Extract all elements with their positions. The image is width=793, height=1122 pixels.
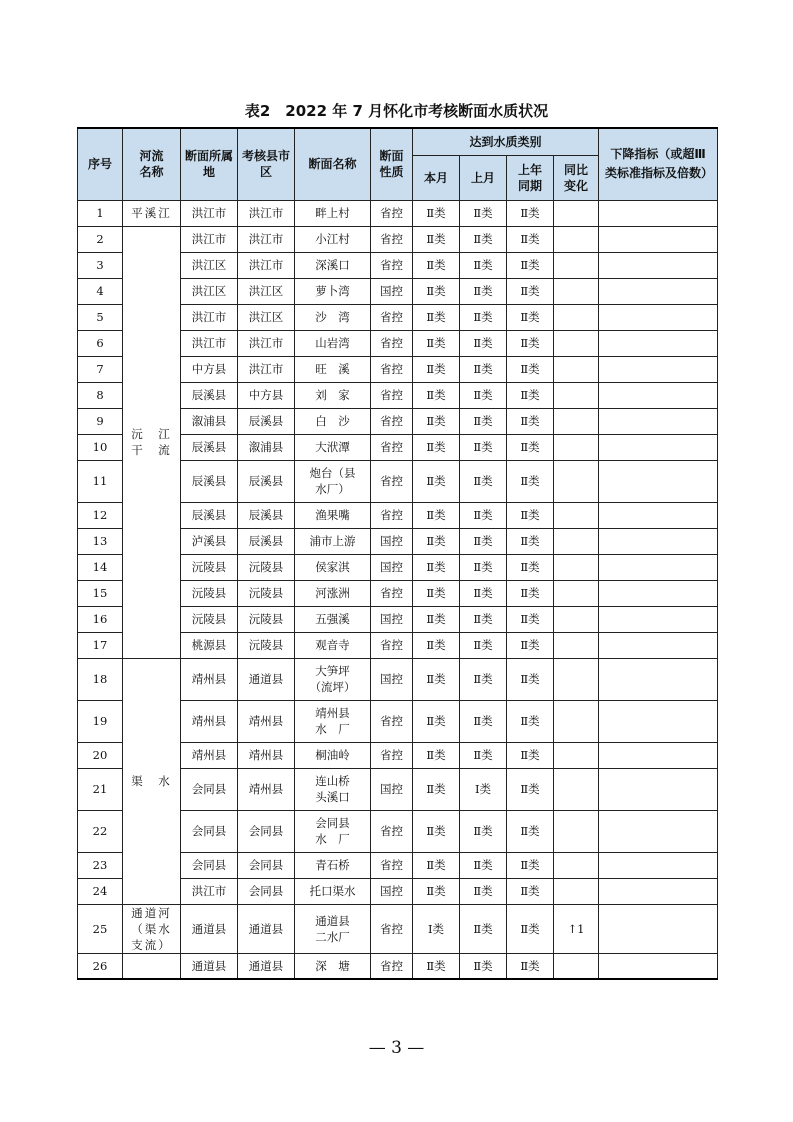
cell-indicators bbox=[599, 434, 718, 460]
cell-section-name: 大洑潭 bbox=[295, 434, 371, 460]
cell-indicators bbox=[599, 200, 718, 226]
cell-yoy bbox=[554, 460, 599, 502]
cell-location: 洪江市 bbox=[181, 226, 238, 252]
cell-last-month: Ⅱ类 bbox=[460, 460, 507, 502]
cell-seq: 25 bbox=[78, 904, 123, 953]
cell-location: 通道县 bbox=[181, 953, 238, 979]
cell-last-year: Ⅱ类 bbox=[507, 700, 554, 742]
cell-section-name: 渔果嘴 bbox=[295, 502, 371, 528]
cell-section-name: 连山桥 头溪口 bbox=[295, 768, 371, 810]
cell-seq: 6 bbox=[78, 330, 123, 356]
cell-section-name: 山岩湾 bbox=[295, 330, 371, 356]
header-river bbox=[123, 128, 181, 200]
cell-assess: 靖州县 bbox=[238, 700, 295, 742]
cell-this-month: Ⅱ类 bbox=[413, 200, 460, 226]
header-yoy bbox=[554, 155, 599, 200]
cell-yoy bbox=[554, 606, 599, 632]
cell-seq: 16 bbox=[78, 606, 123, 632]
cell-nature: 国控 bbox=[371, 554, 413, 580]
cell-section-name: 炮台（县 水厂） bbox=[295, 460, 371, 502]
cell-section-name: 五强溪 bbox=[295, 606, 371, 632]
cell-location: 洪江区 bbox=[181, 278, 238, 304]
cell-seq: 26 bbox=[78, 953, 123, 979]
cell-yoy bbox=[554, 330, 599, 356]
cell-nature: 省控 bbox=[371, 252, 413, 278]
cell-assess: 辰溪县 bbox=[238, 460, 295, 502]
cell-yoy bbox=[554, 382, 599, 408]
cell-location: 辰溪县 bbox=[181, 434, 238, 460]
header-indicators bbox=[599, 128, 718, 200]
cell-last-year: Ⅱ类 bbox=[507, 810, 554, 852]
cell-last-month: Ⅱ类 bbox=[460, 632, 507, 658]
cell-seq: 8 bbox=[78, 382, 123, 408]
cell-assess: 靖州县 bbox=[238, 742, 295, 768]
cell-indicators bbox=[599, 742, 718, 768]
cell-last-month: Ⅱ类 bbox=[460, 953, 507, 979]
table-row bbox=[78, 904, 718, 953]
water-quality-table bbox=[77, 127, 718, 980]
cell-indicators bbox=[599, 878, 718, 904]
cell-section-name: 通道县 二水厂 bbox=[295, 904, 371, 953]
cell-assess: 会同县 bbox=[238, 852, 295, 878]
cell-nature: 省控 bbox=[371, 434, 413, 460]
cell-nature: 省控 bbox=[371, 632, 413, 658]
cell-nature: 省控 bbox=[371, 742, 413, 768]
cell-this-month: Ⅱ类 bbox=[413, 632, 460, 658]
cell-this-month: Ⅱ类 bbox=[413, 700, 460, 742]
cell-nature: 省控 bbox=[371, 330, 413, 356]
cell-last-month: Ⅱ类 bbox=[460, 330, 507, 356]
table-row bbox=[78, 226, 718, 252]
cell-nature: 省控 bbox=[371, 226, 413, 252]
cell-seq: 12 bbox=[78, 502, 123, 528]
cell-location: 靖州县 bbox=[181, 658, 238, 700]
cell-this-month: Ⅱ类 bbox=[413, 878, 460, 904]
cell-section-name: 白 沙 bbox=[295, 408, 371, 434]
cell-indicators bbox=[599, 382, 718, 408]
cell-yoy bbox=[554, 200, 599, 226]
cell-seq: 18 bbox=[78, 658, 123, 700]
cell-nature: 省控 bbox=[371, 852, 413, 878]
cell-last-year: Ⅱ类 bbox=[507, 252, 554, 278]
cell-assess: 通道县 bbox=[238, 658, 295, 700]
header-last-year bbox=[507, 155, 554, 200]
cell-section-name: 深溪口 bbox=[295, 252, 371, 278]
cell-last-month: Ⅱ类 bbox=[460, 382, 507, 408]
cell-nature: 省控 bbox=[371, 356, 413, 382]
table-header bbox=[78, 128, 718, 200]
cell-seq: 21 bbox=[78, 768, 123, 810]
cell-last-year: Ⅱ类 bbox=[507, 460, 554, 502]
cell-seq: 9 bbox=[78, 408, 123, 434]
cell-location: 通道县 bbox=[181, 904, 238, 953]
cell-location: 会同县 bbox=[181, 852, 238, 878]
header-quality-group: 达到水质类别 bbox=[413, 128, 599, 155]
header-location-text: 断面所属地 bbox=[185, 149, 234, 180]
header-river-text: 河流名称 bbox=[139, 149, 164, 180]
cell-nature: 省控 bbox=[371, 502, 413, 528]
cell-last-month: Ⅰ类 bbox=[460, 768, 507, 810]
cell-section-name: 沙 湾 bbox=[295, 304, 371, 330]
header-this-month: 本月 bbox=[413, 155, 460, 200]
cell-seq: 22 bbox=[78, 810, 123, 852]
table-title: 表2 2022 年 7 月怀化市考核断面水质状况 bbox=[244, 102, 549, 120]
cell-last-year: Ⅱ类 bbox=[507, 502, 554, 528]
cell-this-month: Ⅰ类 bbox=[413, 904, 460, 953]
cell-seq: 10 bbox=[78, 434, 123, 460]
header-seq: 序号 bbox=[78, 128, 123, 200]
cell-last-month: Ⅱ类 bbox=[460, 878, 507, 904]
cell-yoy bbox=[554, 278, 599, 304]
cell-section-name: 青石桥 bbox=[295, 852, 371, 878]
cell-assess: 中方县 bbox=[238, 382, 295, 408]
table-body bbox=[78, 200, 718, 979]
cell-yoy: ↑1 bbox=[554, 904, 599, 953]
cell-this-month: Ⅱ类 bbox=[413, 852, 460, 878]
cell-this-month: Ⅱ类 bbox=[413, 502, 460, 528]
cell-this-month: Ⅱ类 bbox=[413, 278, 460, 304]
cell-location: 靖州县 bbox=[181, 742, 238, 768]
cell-this-month: Ⅱ类 bbox=[413, 434, 460, 460]
cell-yoy bbox=[554, 742, 599, 768]
cell-section-name: 刘 家 bbox=[295, 382, 371, 408]
cell-last-month: Ⅱ类 bbox=[460, 904, 507, 953]
cell-section-name: 大笋坪 （流坪） bbox=[295, 658, 371, 700]
cell-indicators bbox=[599, 460, 718, 502]
cell-this-month: Ⅱ类 bbox=[413, 382, 460, 408]
cell-last-month: Ⅱ类 bbox=[460, 810, 507, 852]
cell-last-month: Ⅱ类 bbox=[460, 742, 507, 768]
cell-this-month: Ⅱ类 bbox=[413, 408, 460, 434]
cell-section-name: 畔上村 bbox=[295, 200, 371, 226]
cell-this-month: Ⅱ类 bbox=[413, 768, 460, 810]
cell-yoy bbox=[554, 852, 599, 878]
cell-this-month: Ⅱ类 bbox=[413, 953, 460, 979]
header-nature-text: 断面性质 bbox=[379, 149, 404, 180]
cell-assess: 洪江市 bbox=[238, 252, 295, 278]
cell-assess: 洪江市 bbox=[238, 200, 295, 226]
cell-this-month: Ⅱ类 bbox=[413, 304, 460, 330]
header-last-month: 上月 bbox=[460, 155, 507, 200]
cell-last-year: Ⅱ类 bbox=[507, 304, 554, 330]
cell-nature: 国控 bbox=[371, 658, 413, 700]
page-number: — 3 — bbox=[368, 1038, 425, 1058]
cell-this-month: Ⅱ类 bbox=[413, 554, 460, 580]
cell-yoy bbox=[554, 658, 599, 700]
cell-section-name: 观音寺 bbox=[295, 632, 371, 658]
cell-seq: 17 bbox=[78, 632, 123, 658]
cell-location: 洪江市 bbox=[181, 200, 238, 226]
cell-location: 中方县 bbox=[181, 356, 238, 382]
cell-section-name: 小江村 bbox=[295, 226, 371, 252]
cell-last-month: Ⅱ类 bbox=[460, 252, 507, 278]
cell-location: 洪江区 bbox=[181, 252, 238, 278]
cell-nature: 省控 bbox=[371, 810, 413, 852]
cell-this-month: Ⅱ类 bbox=[413, 810, 460, 852]
cell-location: 辰溪县 bbox=[181, 460, 238, 502]
cell-assess: 洪江市 bbox=[238, 226, 295, 252]
cell-yoy bbox=[554, 953, 599, 979]
cell-nature: 国控 bbox=[371, 606, 413, 632]
cell-seq: 7 bbox=[78, 356, 123, 382]
cell-this-month: Ⅱ类 bbox=[413, 580, 460, 606]
cell-last-month: Ⅱ类 bbox=[460, 408, 507, 434]
cell-indicators bbox=[599, 810, 718, 852]
cell-last-month: Ⅱ类 bbox=[460, 226, 507, 252]
cell-section-name: 河涨洲 bbox=[295, 580, 371, 606]
cell-yoy bbox=[554, 434, 599, 460]
cell-indicators bbox=[599, 554, 718, 580]
cell-assess: 沅陵县 bbox=[238, 606, 295, 632]
cell-yoy bbox=[554, 356, 599, 382]
cell-assess: 辰溪县 bbox=[238, 528, 295, 554]
cell-section-name: 浦市上游 bbox=[295, 528, 371, 554]
cell-seq: 24 bbox=[78, 878, 123, 904]
cell-yoy bbox=[554, 252, 599, 278]
cell-nature: 省控 bbox=[371, 953, 413, 979]
cell-river: 平溪江 bbox=[123, 200, 181, 226]
cell-indicators bbox=[599, 278, 718, 304]
table-row bbox=[78, 658, 718, 700]
header-indicators-text: 下降指标（或超Ⅲ类标准指标及倍数） bbox=[605, 147, 714, 181]
cell-indicators bbox=[599, 852, 718, 878]
cell-last-year: Ⅱ类 bbox=[507, 852, 554, 878]
cell-location: 泸溪县 bbox=[181, 528, 238, 554]
cell-this-month: Ⅱ类 bbox=[413, 226, 460, 252]
cell-last-year: Ⅱ类 bbox=[507, 200, 554, 226]
cell-location: 沅陵县 bbox=[181, 580, 238, 606]
cell-location: 会同县 bbox=[181, 768, 238, 810]
cell-seq: 23 bbox=[78, 852, 123, 878]
cell-assess: 溆浦县 bbox=[238, 434, 295, 460]
cell-last-month: Ⅱ类 bbox=[460, 658, 507, 700]
cell-nature: 省控 bbox=[371, 408, 413, 434]
cell-location: 沅陵县 bbox=[181, 554, 238, 580]
cell-nature: 省控 bbox=[371, 904, 413, 953]
cell-last-year: Ⅱ类 bbox=[507, 904, 554, 953]
cell-yoy bbox=[554, 878, 599, 904]
cell-assess: 通道县 bbox=[238, 904, 295, 953]
cell-last-month: Ⅱ类 bbox=[460, 356, 507, 382]
cell-location: 洪江市 bbox=[181, 878, 238, 904]
cell-nature: 省控 bbox=[371, 700, 413, 742]
cell-assess: 通道县 bbox=[238, 953, 295, 979]
cell-yoy bbox=[554, 226, 599, 252]
cell-indicators bbox=[599, 632, 718, 658]
cell-last-year: Ⅱ类 bbox=[507, 434, 554, 460]
cell-assess: 会同县 bbox=[238, 810, 295, 852]
cell-last-year: Ⅱ类 bbox=[507, 278, 554, 304]
cell-last-year: Ⅱ类 bbox=[507, 356, 554, 382]
header-assess bbox=[238, 128, 295, 200]
cell-river: 渠 水 bbox=[123, 658, 181, 904]
cell-this-month: Ⅱ类 bbox=[413, 606, 460, 632]
cell-assess: 洪江市 bbox=[238, 330, 295, 356]
cell-yoy bbox=[554, 304, 599, 330]
cell-seq: 1 bbox=[78, 200, 123, 226]
cell-indicators bbox=[599, 226, 718, 252]
cell-location: 靖州县 bbox=[181, 700, 238, 742]
cell-nature: 省控 bbox=[371, 460, 413, 502]
cell-nature: 国控 bbox=[371, 528, 413, 554]
cell-location: 会同县 bbox=[181, 810, 238, 852]
cell-last-year: Ⅱ类 bbox=[507, 528, 554, 554]
cell-last-year: Ⅱ类 bbox=[507, 953, 554, 979]
cell-last-year: Ⅱ类 bbox=[507, 408, 554, 434]
header-name: 断面名称 bbox=[295, 128, 371, 200]
header-yoy-text: 同比变化 bbox=[563, 162, 588, 193]
cell-assess: 会同县 bbox=[238, 878, 295, 904]
cell-assess: 洪江区 bbox=[238, 304, 295, 330]
cell-section-name: 桐油岭 bbox=[295, 742, 371, 768]
cell-assess: 洪江市 bbox=[238, 356, 295, 382]
cell-seq: 3 bbox=[78, 252, 123, 278]
cell-section-name: 深 塘 bbox=[295, 953, 371, 979]
cell-section-name: 托口渠水 bbox=[295, 878, 371, 904]
cell-indicators bbox=[599, 356, 718, 382]
cell-yoy bbox=[554, 580, 599, 606]
cell-this-month: Ⅱ类 bbox=[413, 528, 460, 554]
cell-this-month: Ⅱ类 bbox=[413, 460, 460, 502]
header-last-year-text: 上年同期 bbox=[517, 162, 542, 193]
cell-seq: 20 bbox=[78, 742, 123, 768]
cell-last-month: Ⅱ类 bbox=[460, 700, 507, 742]
cell-location: 洪江市 bbox=[181, 304, 238, 330]
cell-yoy bbox=[554, 632, 599, 658]
header-nature bbox=[371, 128, 413, 200]
cell-indicators bbox=[599, 658, 718, 700]
cell-last-year: Ⅱ类 bbox=[507, 742, 554, 768]
cell-river bbox=[123, 953, 181, 979]
cell-last-year: Ⅱ类 bbox=[507, 606, 554, 632]
cell-location: 桃源县 bbox=[181, 632, 238, 658]
cell-indicators bbox=[599, 252, 718, 278]
cell-seq: 5 bbox=[78, 304, 123, 330]
header-location bbox=[181, 128, 238, 200]
cell-nature: 国控 bbox=[371, 768, 413, 810]
cell-last-month: Ⅱ类 bbox=[460, 852, 507, 878]
cell-last-month: Ⅱ类 bbox=[460, 580, 507, 606]
cell-indicators bbox=[599, 304, 718, 330]
cell-yoy bbox=[554, 810, 599, 852]
cell-indicators bbox=[599, 700, 718, 742]
cell-yoy bbox=[554, 554, 599, 580]
cell-assess: 洪江区 bbox=[238, 278, 295, 304]
cell-this-month: Ⅱ类 bbox=[413, 330, 460, 356]
cell-last-month: Ⅱ类 bbox=[460, 200, 507, 226]
table-row bbox=[78, 200, 718, 226]
cell-nature: 国控 bbox=[371, 278, 413, 304]
cell-section-name: 萝卜湾 bbox=[295, 278, 371, 304]
cell-indicators bbox=[599, 606, 718, 632]
cell-last-year: Ⅱ类 bbox=[507, 554, 554, 580]
cell-last-month: Ⅱ类 bbox=[460, 554, 507, 580]
cell-assess: 沅陵县 bbox=[238, 580, 295, 606]
cell-nature: 省控 bbox=[371, 580, 413, 606]
cell-last-year: Ⅱ类 bbox=[507, 226, 554, 252]
header-assess-text: 考核县市区 bbox=[242, 149, 291, 180]
cell-indicators bbox=[599, 408, 718, 434]
cell-last-year: Ⅱ类 bbox=[507, 768, 554, 810]
cell-section-name: 侯家淇 bbox=[295, 554, 371, 580]
cell-last-month: Ⅱ类 bbox=[460, 434, 507, 460]
cell-section-name: 旺 溪 bbox=[295, 356, 371, 382]
cell-seq: 11 bbox=[78, 460, 123, 502]
cell-indicators bbox=[599, 904, 718, 953]
cell-seq: 15 bbox=[78, 580, 123, 606]
cell-this-month: Ⅱ类 bbox=[413, 658, 460, 700]
cell-seq: 4 bbox=[78, 278, 123, 304]
cell-location: 溆浦县 bbox=[181, 408, 238, 434]
cell-seq: 2 bbox=[78, 226, 123, 252]
cell-river: 沅 江 干 流 bbox=[123, 226, 181, 658]
cell-indicators bbox=[599, 528, 718, 554]
cell-assess: 辰溪县 bbox=[238, 408, 295, 434]
cell-yoy bbox=[554, 768, 599, 810]
cell-last-year: Ⅱ类 bbox=[507, 330, 554, 356]
cell-indicators bbox=[599, 580, 718, 606]
cell-yoy bbox=[554, 408, 599, 434]
cell-last-year: Ⅱ类 bbox=[507, 878, 554, 904]
cell-nature: 省控 bbox=[371, 382, 413, 408]
cell-yoy bbox=[554, 502, 599, 528]
cell-yoy bbox=[554, 700, 599, 742]
cell-location: 辰溪县 bbox=[181, 382, 238, 408]
cell-last-year: Ⅱ类 bbox=[507, 382, 554, 408]
cell-last-month: Ⅱ类 bbox=[460, 528, 507, 554]
cell-last-year: Ⅱ类 bbox=[507, 580, 554, 606]
cell-last-month: Ⅱ类 bbox=[460, 502, 507, 528]
cell-nature: 省控 bbox=[371, 200, 413, 226]
cell-this-month: Ⅱ类 bbox=[413, 252, 460, 278]
cell-nature: 国控 bbox=[371, 878, 413, 904]
cell-last-month: Ⅱ类 bbox=[460, 304, 507, 330]
cell-location: 沅陵县 bbox=[181, 606, 238, 632]
cell-last-month: Ⅱ类 bbox=[460, 278, 507, 304]
cell-last-year: Ⅱ类 bbox=[507, 658, 554, 700]
cell-indicators bbox=[599, 502, 718, 528]
cell-indicators bbox=[599, 330, 718, 356]
cell-nature: 省控 bbox=[371, 304, 413, 330]
cell-assess: 靖州县 bbox=[238, 768, 295, 810]
cell-this-month: Ⅱ类 bbox=[413, 356, 460, 382]
cell-indicators bbox=[599, 768, 718, 810]
cell-seq: 14 bbox=[78, 554, 123, 580]
cell-last-year: Ⅱ类 bbox=[507, 632, 554, 658]
cell-seq: 13 bbox=[78, 528, 123, 554]
cell-section-name: 会同县 水 厂 bbox=[295, 810, 371, 852]
cell-assess: 沅陵县 bbox=[238, 554, 295, 580]
cell-assess: 辰溪县 bbox=[238, 502, 295, 528]
cell-this-month: Ⅱ类 bbox=[413, 742, 460, 768]
cell-assess: 沅陵县 bbox=[238, 632, 295, 658]
table-row bbox=[78, 953, 718, 979]
cell-indicators bbox=[599, 953, 718, 979]
cell-last-month: Ⅱ类 bbox=[460, 606, 507, 632]
cell-location: 洪江市 bbox=[181, 330, 238, 356]
cell-seq: 19 bbox=[78, 700, 123, 742]
cell-location: 辰溪县 bbox=[181, 502, 238, 528]
cell-section-name: 靖州县 水 厂 bbox=[295, 700, 371, 742]
cell-river: 通道河 （渠水 支流） bbox=[123, 904, 181, 953]
cell-yoy bbox=[554, 528, 599, 554]
